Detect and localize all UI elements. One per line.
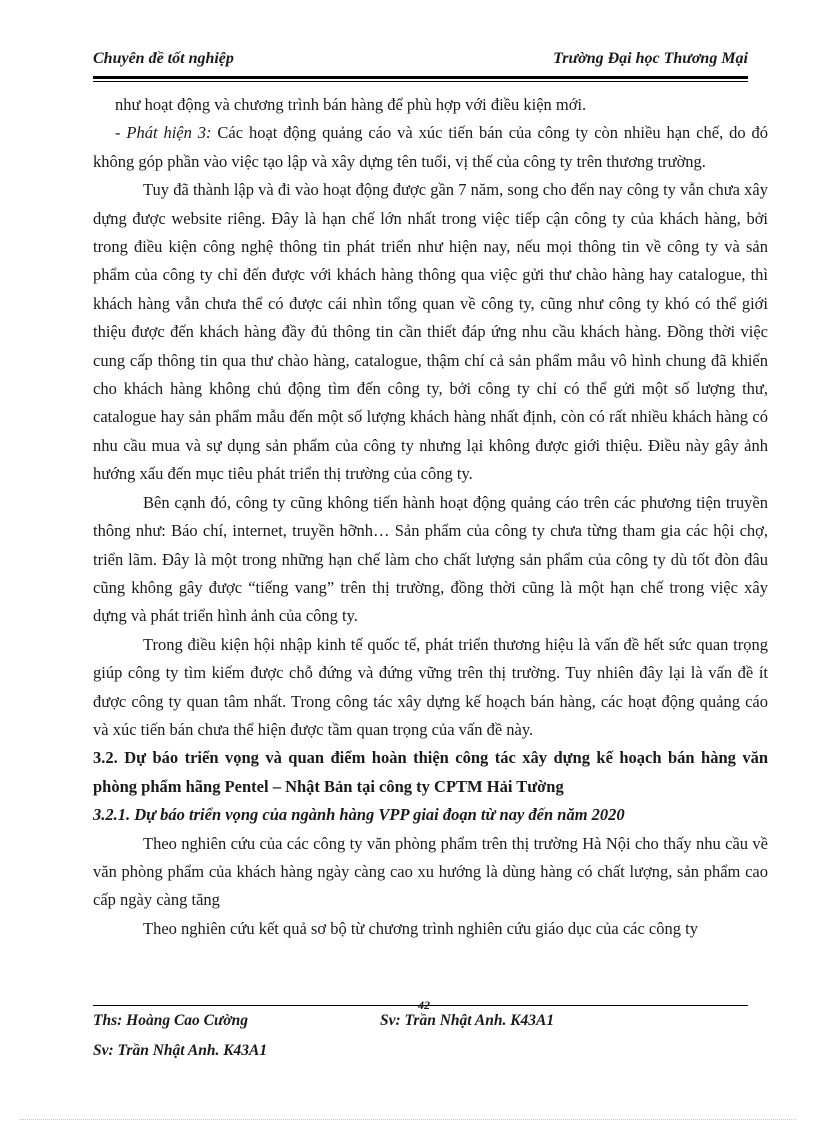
- paragraph-research: Theo nghiên cứu của các công ty văn phòng phẩm trên thị trường Hà Nội cho thấy nhu cầu về văn phòng phẩm của khách hàng ngày càng cao xu hướng là dùng hàng có chất lượng, sản phẩm cao cấp ngày càng tăng: [93, 833, 768, 910]
- footer-student: Sv: Trần Nhật Anh. K43A1: [380, 1012, 555, 1029]
- paragraph-advertising: Bên cạnh đó, công ty cũng không tiến hành hoạt động quảng cáo trên các phương tiện truyền thông như: Báo chí, internet, truyền hỡnh… Sản phẩm của công ty chưa từng tham gia các hội chợ, triển lãm. Đây là một trong những hạn chế làm cho chất lượng sản phẩm của công ty dù tốt đòn đâu cũng không gây được “tiếng vang” trên thị trường, đồng thời cũng là một hạn chế trong việc xây dựng và phát triển hình ảnh của công ty.: [93, 492, 768, 626]
- finding-text: Các hoạt động quảng cáo và xúc tiến bán của công ty còn nhiều hạn chế, do đó không góp phần vào việc tạo lập và xây dựng tên tuổi, vị thế của công ty trên thương trường.: [93, 123, 768, 171]
- paragraph-finding-3: [93, 119, 768, 176]
- document-body: [93, 91, 768, 943]
- finding-label: - Phát hiện 3:: [115, 123, 212, 143]
- paragraph-website: Tuy đã thành lập và đi vào hoạt động được gần 7 năm, song cho đến nay công ty vẫn chưa xây dựng được website riêng. Đây là hạn chế lớn nhất trong việc tiếp cận công ty của khách hàng, bởi trong điều kiện công nghệ thông tin phát triển như hiện nay, nếu mọi thông tin về công ty và sản phẩm của công ty chỉ đến được với khách hàng thông qua việc gửi thư chào hàng hay catalogue, thì khách hàng vẫn chưa thể có được cái nhìn tổng quan về công ty, cũng như công ty khó có thể giới thiệu được đến khách hàng đầy đủ thông tin cần thiết đáp ứng nhu cầu khách hàng. Đồng thời việc cung cấp thông tin qua thư chào hàng, catalogue, thậm chí cả sản phẩm mẫu vô hình chung đã khiến cho khách hàng không chủ động tìm đến công ty, bởi công ty chỉ có thể gửi một số lượng thư, catalogue hay sản phẩm mẫu đến một số lượng khách hàng nhất định, còn có rất nhiều khách hàng có nhu cầu mua và sự dụng sản phẩm của công ty nhưng lại không được giới thiệu. Điều này gây ảnh hướng xấu đến mục tiêu phát triển thị trường của công ty.: [93, 180, 768, 484]
- paragraph-continuation: như hoạt động và chương trình bán hàng để phù hợp với điều kiện mới.: [115, 95, 587, 114]
- section-heading-3-2: 3.2. Dự báo triển vọng và quan điểm hoàn thiện công tác xây dựng kế hoạch bán hàng văn phòng phẩm hãng Pentel – Nhật Bản tại công ty CPTM Hải Tường: [93, 748, 768, 796]
- page-number: 42: [418, 998, 430, 1012]
- paragraph-branding: Trong điều kiện hội nhập kinh tế quốc tế, phát triển thương hiệu là vấn đề hết sức quan trọng giúp công ty tìm kiếm được chỗ đứng và đứng vững trên thị trường. Tuy nhiên đây lại là vấn đề ít được công ty quan tâm nhất. Trong công tác xây dựng kế hoạch bán hàng, các hoạt động quảng cáo và xúc tiến bán chưa thể hiện được tầm quan trọng của vấn đề này.: [93, 634, 768, 739]
- page-header: [93, 50, 748, 78]
- page-bottom-dotted-line: [20, 1119, 796, 1120]
- paragraph-research-2: Theo nghiên cứu kết quả sơ bộ từ chương trình nghiên cứu giáo dục của các công ty: [143, 918, 698, 938]
- header-left-title: Chuyên đề tốt nghiệp: [93, 50, 234, 67]
- page-footer: [93, 998, 748, 1064]
- header-right-title: Trường Đại học Thương Mại: [553, 50, 748, 67]
- footer-student-second: Sv: Trần Nhật Anh. K43A1: [93, 1042, 268, 1059]
- header-rule-thick: [93, 76, 748, 79]
- footer-supervisor: Ths: Hoàng Cao Cường: [93, 1012, 248, 1029]
- header-rule-thin: [93, 81, 748, 82]
- subsection-heading-3-2-1: 3.2.1. Dự báo triển vọng của ngành hàng VPP giai đoạn từ nay đến năm 2020: [93, 805, 625, 825]
